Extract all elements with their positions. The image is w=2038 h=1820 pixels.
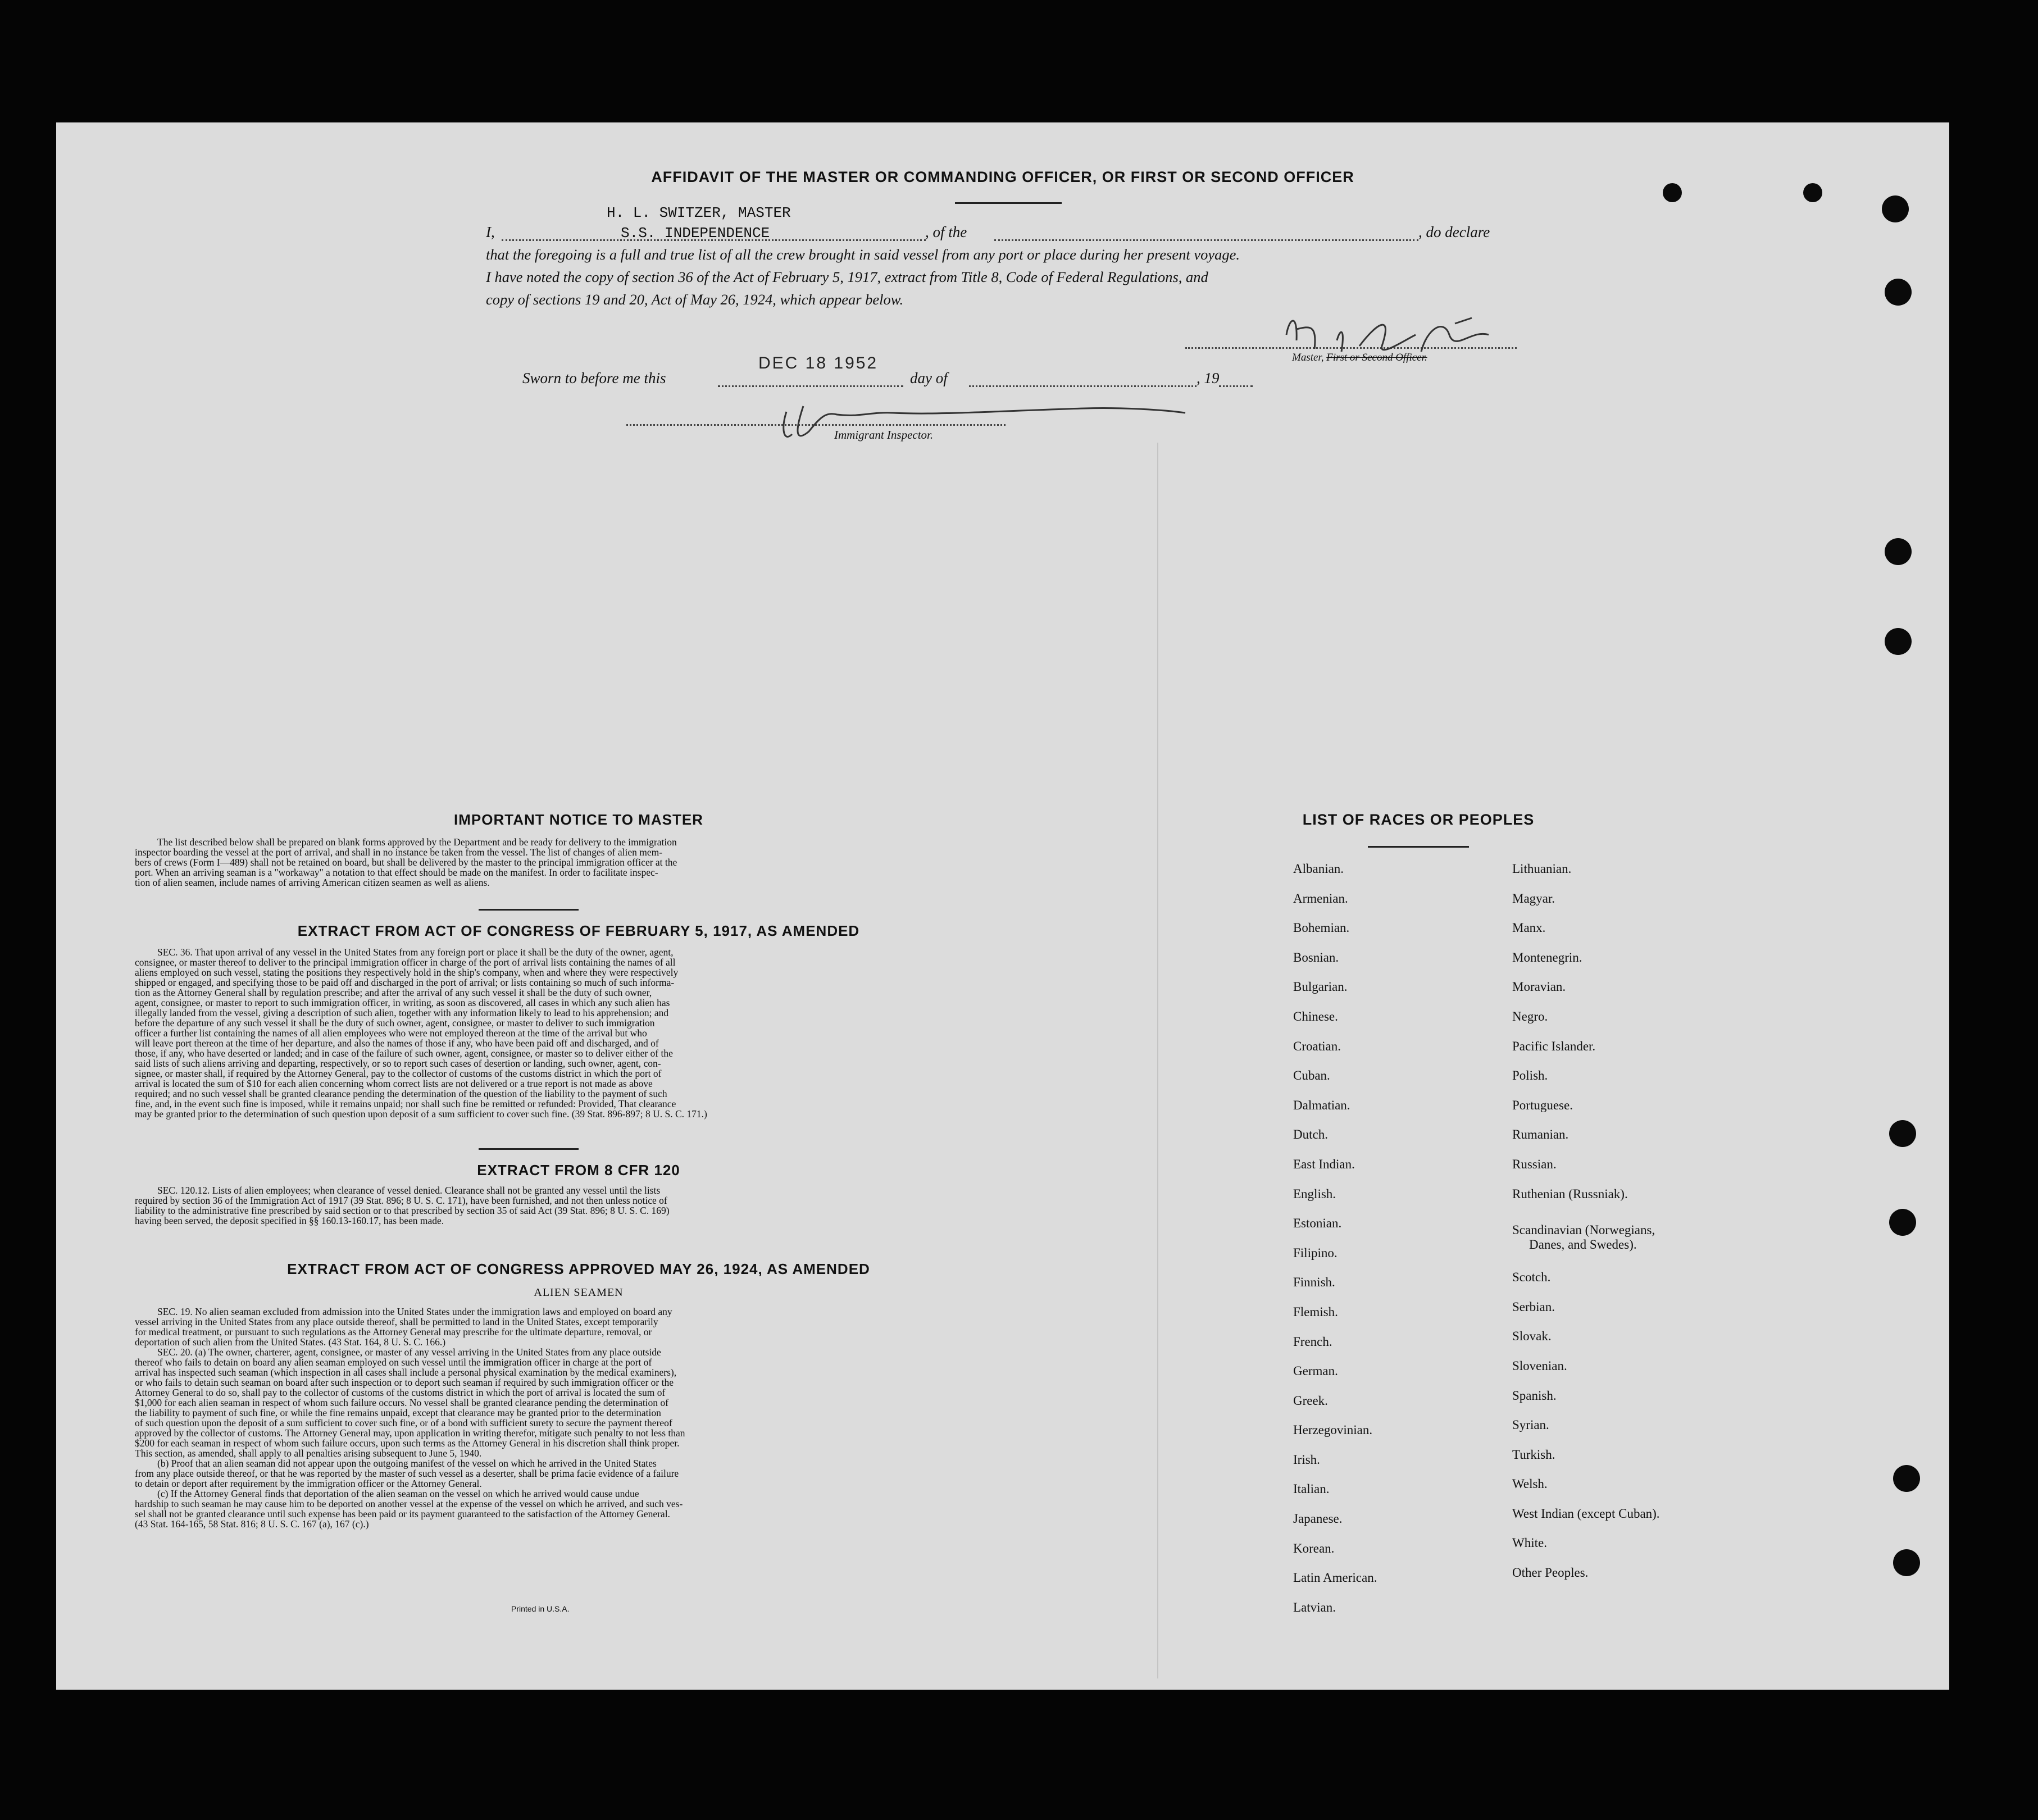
- sworn-line: [522, 370, 1365, 390]
- race-item: Syrian.: [1512, 1418, 1549, 1432]
- punch-hole-icon: [1663, 183, 1682, 202]
- race-item: Manx.: [1512, 921, 1546, 935]
- race-item: East Indian.: [1293, 1157, 1355, 1171]
- punch-hole-icon: [1893, 1465, 1920, 1492]
- race-item: Danes, and Swedes).: [1529, 1237, 1637, 1252]
- punch-hole-icon: [1803, 183, 1822, 202]
- race-item: Lithuanian.: [1512, 862, 1572, 876]
- race-item: Herzegovinian.: [1293, 1423, 1373, 1437]
- fold-line: [1157, 443, 1158, 1678]
- race-item: White.: [1512, 1536, 1547, 1550]
- extract-1917-line: before the departure of any such vessel it shall be the duty of such owner, agent, consignee, or master to deliver to such immigration: [135, 1017, 655, 1029]
- race-item: Montenegrin.: [1512, 950, 1582, 964]
- inspector-signature: [770, 389, 1197, 451]
- i-label: I,: [486, 224, 495, 240]
- cfr120-text: [135, 1185, 1017, 1226]
- extract-1924-line: thereof who fails to detain on board any alien seaman employed on such vessel until the immigration officer in charge at the port of: [135, 1357, 652, 1368]
- race-item: English.: [1293, 1186, 1336, 1201]
- extract-1917-line: shipped or engaged, and specifying those to be paid off and discharged in the port of arrival; or lists containing so much of such informa-: [135, 977, 675, 988]
- extract-1917-line: tion as the Attorney General shall by regulation prescribe; and after the arrival of any such vessel it shall be the duty of such owner,: [135, 987, 652, 998]
- declaration-line-2: that the foregoing is a full and true list of all the crew brought in said vessel from any port or place during her present voyage.: [486, 246, 1240, 263]
- extract-1924-line: deportation of such alien from the United States. (43 Stat. 164, 8 U. S. C. 166.): [135, 1336, 446, 1348]
- race-item: Estonian.: [1293, 1216, 1342, 1231]
- extract-1924-line: SEC. 19. No alien seaman excluded from admission into the United States under the immigration laws and employed on board any: [157, 1306, 672, 1317]
- cfr120-line: liability to the administrative fine prescribed by said section or to that prescribed by section 35 of said Act (39 Stat. 896; 8 U. S. C. 169): [135, 1205, 670, 1216]
- affidavit-title: AFFIDAVIT OF THE MASTER OR COMMANDING OFFICER, OR FIRST OR SECOND OFFICER: [651, 169, 1354, 185]
- master-caption-officer-struck: First or Second Officer.: [1326, 352, 1427, 363]
- extract-1917-line: will leave port thereon at the time of her departure, and also the names of those if any, who have been paid off and discharged, and of: [135, 1038, 659, 1049]
- race-item: Bohemian.: [1293, 921, 1350, 935]
- notice-line: bers of crews (Form I—489) shall not be retained on board, but shall be delivered by the master to the principal immigration officer at the: [135, 857, 677, 868]
- race-item: Welsh.: [1512, 1477, 1548, 1491]
- cfr120-title: EXTRACT FROM 8 CFR 120: [477, 1162, 680, 1179]
- race-item: Dalmatian.: [1293, 1098, 1350, 1112]
- extract-1917-line: those, if any, who have deserted or landed; and in case of the failure of such owner, agent, consignee, or master so to deliver either of the: [135, 1048, 673, 1059]
- vessel-field: [994, 224, 1418, 241]
- race-item: Dutch.: [1293, 1127, 1328, 1142]
- month-field: [969, 370, 1197, 387]
- race-item: Croatian.: [1293, 1039, 1341, 1053]
- race-item: Negro.: [1512, 1009, 1548, 1023]
- race-item: Armenian.: [1293, 891, 1348, 906]
- extract-1924-line: (43 Stat. 164-165, 58 Stat. 816; 8 U. S. C. 167 (a), 167 (c).): [135, 1518, 369, 1530]
- race-item: Scotch.: [1512, 1270, 1551, 1285]
- extract-1924-line: (c) If the Attorney General finds that deportation of the alien seaman on the vessel on which he arrived would cause undue: [157, 1488, 639, 1499]
- extract-1917-line: aliens employed on such vessel, stating the positions they respectively hold in the ship's company, when and where they were respectively: [135, 967, 679, 978]
- races-column-2: [1512, 862, 1748, 1595]
- day-of-label: day of: [910, 370, 948, 386]
- race-item: French.: [1293, 1334, 1332, 1349]
- punch-hole-icon: [1889, 1209, 1916, 1236]
- notice-line: port. When an arriving seaman is a "workaway" a notation to that effect should be made on the manifest. In order to facilitate inspec-: [135, 867, 658, 878]
- extract-1917-line: consignee, or master thereof to deliver to the principal immigration officer in charge of the port of arrival lists containing the names of all: [135, 957, 676, 968]
- extract-1917-line: signee, or master shall, if required by the Attorney General, pay to the collector of customs of the customs district in which the port of: [135, 1068, 662, 1079]
- race-item: Portuguese.: [1512, 1098, 1573, 1112]
- race-item: Chinese.: [1293, 1009, 1338, 1023]
- extract-1924-line: hardship to such seaman he may cause him to be deported on another vessel at the expense of the vessel on which he arrived, and such ves-: [135, 1498, 683, 1509]
- extract-1924-line: arrival has inspected such seaman (which inspection in all cases shall include a personal physical examination by the medical examiners),: [135, 1367, 677, 1378]
- race-item: Turkish.: [1512, 1447, 1555, 1462]
- extract-1924-line: SEC. 20. (a) The owner, charterer, agent, consignee, or master of any vessel arriving in the United States from any place outside: [157, 1346, 661, 1358]
- extract-1917-text: [135, 947, 1017, 1119]
- extract-1917-line: officer a further list containing the names of all alien employees who were not employed thereon at the time of the arrival but who: [135, 1027, 647, 1039]
- extract-1924-line: from any place outside thereof, or that he was reported by the master of such vessel as a deserter, shall be prima facie evidence of a failure: [135, 1468, 679, 1479]
- extract-1924-line: or who fails to detain such seaman on board after such inspection or to deport such seaman if required by such immigration officer or the: [135, 1377, 674, 1388]
- of-the-label: , of the: [925, 224, 967, 240]
- race-item: Irish.: [1293, 1452, 1320, 1467]
- extract-1917-line: SEC. 36. That upon arrival of any vessel in the United States from any foreign port or place it shall be the duty of the owner, agent,: [157, 947, 674, 958]
- race-item: Bulgarian.: [1293, 980, 1348, 994]
- extract-1924-title: EXTRACT FROM ACT OF CONGRESS APPROVED MAY 26, 1924, AS AMENDED: [287, 1261, 870, 1277]
- divider-rule: [479, 1148, 579, 1150]
- race-item: Ruthenian (Russniak).: [1512, 1186, 1628, 1201]
- punch-hole-icon: [1893, 1549, 1920, 1576]
- extract-1924-line: $1,000 for each alien seaman in respect of whom such failure occurs. No vessel shall be granted clearance pending the determination of: [135, 1397, 668, 1408]
- extract-1917-title: EXTRACT FROM ACT OF CONGRESS OF FEBRUARY 5, 1917, AS AMENDED: [297, 922, 860, 939]
- printed-in-usa: Printed in U.S.A.: [511, 1604, 570, 1613]
- master-caption: [1292, 352, 1427, 364]
- master-caption-master: Master,: [1292, 352, 1324, 363]
- race-item: Cuban.: [1293, 1068, 1330, 1083]
- races-column-1: [1293, 862, 1462, 1630]
- notice-title: IMPORTANT NOTICE TO MASTER: [454, 811, 703, 828]
- race-item: Latin American.: [1293, 1571, 1377, 1585]
- extract-1924-line: $200 for each seaman in respect of whom such failure occurs, upon such terms as the Attorney General in his discretion shall think proper.: [135, 1437, 680, 1449]
- race-item: Spanish.: [1512, 1388, 1557, 1403]
- vessel-filled: S.S. INDEPENDENCE: [621, 225, 770, 242]
- extract-1924-line: approved by the collector of customs. The Attorney General may, upon application in writing therefor, mitigate such penalty to not less than: [135, 1427, 685, 1439]
- divider-rule: [479, 909, 579, 911]
- race-item: Polish.: [1512, 1068, 1548, 1083]
- notice-line: The list described below shall be prepared on blank forms approved by the Department and be ready for delivery to the immigration: [157, 836, 677, 848]
- race-item: Korean.: [1293, 1541, 1335, 1555]
- extract-1917-line: required; and no such vessel shall be granted clearance pending the determination of the question of the liability to the payment of such: [135, 1088, 667, 1099]
- race-item: Greek.: [1293, 1393, 1328, 1408]
- year-field: [1219, 370, 1253, 387]
- title-underline: [955, 202, 1062, 204]
- race-item: Albanian.: [1293, 862, 1344, 876]
- cfr120-line: required by section 36 of the Immigration Act of 1917 (39 Stat. 896; 8 U. S. C. 171), have been furnished, and not then unless notice of: [135, 1195, 667, 1206]
- notice-line: tion of alien seamen, include names of arriving American citizen seamen as well as aliens.: [135, 877, 490, 888]
- punch-hole-icon: [1882, 195, 1909, 222]
- extract-1924-line: vessel arriving in the United States from any place outside thereof, shall be permitted to land in the United States, except temporarily: [135, 1316, 658, 1327]
- extract-1924-line: Attorney General to do so, shall pay to the collector of customs of the customs district in which the port of arrival is located the sum of: [135, 1387, 666, 1398]
- extract-1917-line: fine, and, in the event such fine is imposed, while it remains unpaid; nor shall such fine be remitted or refunded: Provided, That clearance: [135, 1098, 676, 1109]
- race-item: Slovenian.: [1512, 1358, 1567, 1373]
- races-title-underline: [1368, 846, 1469, 848]
- do-declare-label: , do declare: [1418, 224, 1490, 240]
- race-item: West Indian (except Cuban).: [1512, 1506, 1660, 1521]
- race-item: Finnish.: [1293, 1275, 1335, 1290]
- extract-1917-line: arrival is located the sum of $10 for each alien concerning whom correct lists are not delivered or a true report is not made as above: [135, 1078, 653, 1089]
- race-item: Bosnian.: [1293, 950, 1339, 964]
- extract-1924-line: of such question upon the deposit of a sum sufficient to cover such fine, or of a bond with sufficient surety to secure the payment thereof: [135, 1417, 672, 1428]
- extract-1917-line: illegally landed from the vessel, giving a description of such alien, together with any information likely to lead to his apprehension; and: [135, 1007, 669, 1018]
- race-item: Russian.: [1512, 1157, 1557, 1171]
- date-stamp: DEC 18 1952: [758, 354, 879, 372]
- notice-paragraph: [135, 837, 1017, 888]
- race-item: Rumanian.: [1512, 1127, 1569, 1142]
- name-filled: H. L. SWITZER, MASTER: [607, 204, 791, 221]
- inspector-caption: Immigrant Inspector.: [834, 428, 934, 442]
- extract-1924-line: the liability to payment of such fine, or while the fine remains unpaid, except that clearance may be granted prior to the determination: [135, 1407, 661, 1418]
- race-item: Serbian.: [1512, 1299, 1555, 1314]
- extract-1924-line: (b) Proof that an alien seaman did not appear upon the outgoing manifest of the vessel on which he arrived in the United States: [157, 1458, 657, 1469]
- extract-1924-text: [135, 1307, 1017, 1529]
- punch-hole-icon: [1885, 538, 1912, 565]
- extract-1924-subtitle: ALIEN SEAMEN: [534, 1286, 624, 1299]
- punch-hole-icon: [1885, 628, 1912, 655]
- sworn-label: Sworn to before me this: [522, 370, 666, 386]
- extract-1924-line: to detain or deport after requirement by the immigration officer or the Attorney General.: [135, 1478, 482, 1489]
- document-page: [56, 122, 1949, 1690]
- race-item: Scandinavian (Norwegians,: [1512, 1223, 1655, 1237]
- extract-1924-line: for medical treatment, or pursuant to such regulations as the Attorney General may prescribe for the ultimate departure, removal, or: [135, 1326, 652, 1337]
- cfr120-line: having been served, the deposit specified in §§ 160.13-160.17, has been made.: [135, 1215, 444, 1226]
- punch-hole-icon: [1889, 1120, 1916, 1147]
- notice-line: inspector boarding the vessel at the port of arrival, and shall in no instance be taken from the vessel. The list of changes of alien mem-: [135, 847, 663, 858]
- year-label: , 19: [1197, 370, 1220, 386]
- race-item: Other Peoples.: [1512, 1566, 1589, 1580]
- cfr120-line: SEC. 120.12. Lists of alien employees; when clearance of vessel denied. Clearance shall not be granted any vessel until the lists: [157, 1185, 661, 1196]
- punch-hole-icon: [1885, 279, 1912, 306]
- declaration-line-3: I have noted the copy of section 36 of the Act of February 5, 1917, extract from Title 8, Code of Federal Regulations, and: [486, 269, 1208, 285]
- declaration-line-4: copy of sections 19 and 20, Act of May 26, 1924, which appear below.: [486, 291, 904, 308]
- race-item: Flemish.: [1293, 1304, 1338, 1319]
- race-item: Pacific Islander.: [1512, 1039, 1596, 1053]
- race-item: German.: [1293, 1364, 1338, 1378]
- race-item: Italian.: [1293, 1482, 1330, 1496]
- extract-1917-line: agent, consignee, or master to report to such immigration officer, in writing, as soon as discovered, all cases in which any such alien has: [135, 997, 670, 1008]
- races-title: LIST OF RACES OR PEOPLES: [1302, 811, 1535, 828]
- race-item: Slovak.: [1512, 1329, 1552, 1344]
- race-item: Magyar.: [1512, 891, 1555, 906]
- extract-1917-line: may be granted prior to the determination of such question upon deposit of a sum sufficient to cover such fine. (39 Stat. 896-897; 8 U. S. C. 171.): [135, 1108, 707, 1120]
- extract-1917-line: said lists of such aliens arriving and departing, respectively, or so to report such cases of desertion or landing, such owner, agent, con-: [135, 1058, 661, 1069]
- extract-1924-line: This section, as amended, shall apply to all penalties arising subsequent to June 5, 1940.: [135, 1448, 482, 1459]
- race-item: Moravian.: [1512, 980, 1566, 994]
- race-item: Latvian.: [1293, 1600, 1336, 1614]
- race-item: Filipino.: [1293, 1245, 1338, 1260]
- extract-1924-line: sel shall not be granted clearance until such expense has been paid or its payment guaranteed to the satisfaction of the Attorney General.: [135, 1508, 670, 1519]
- race-item: Japanese.: [1293, 1512, 1343, 1526]
